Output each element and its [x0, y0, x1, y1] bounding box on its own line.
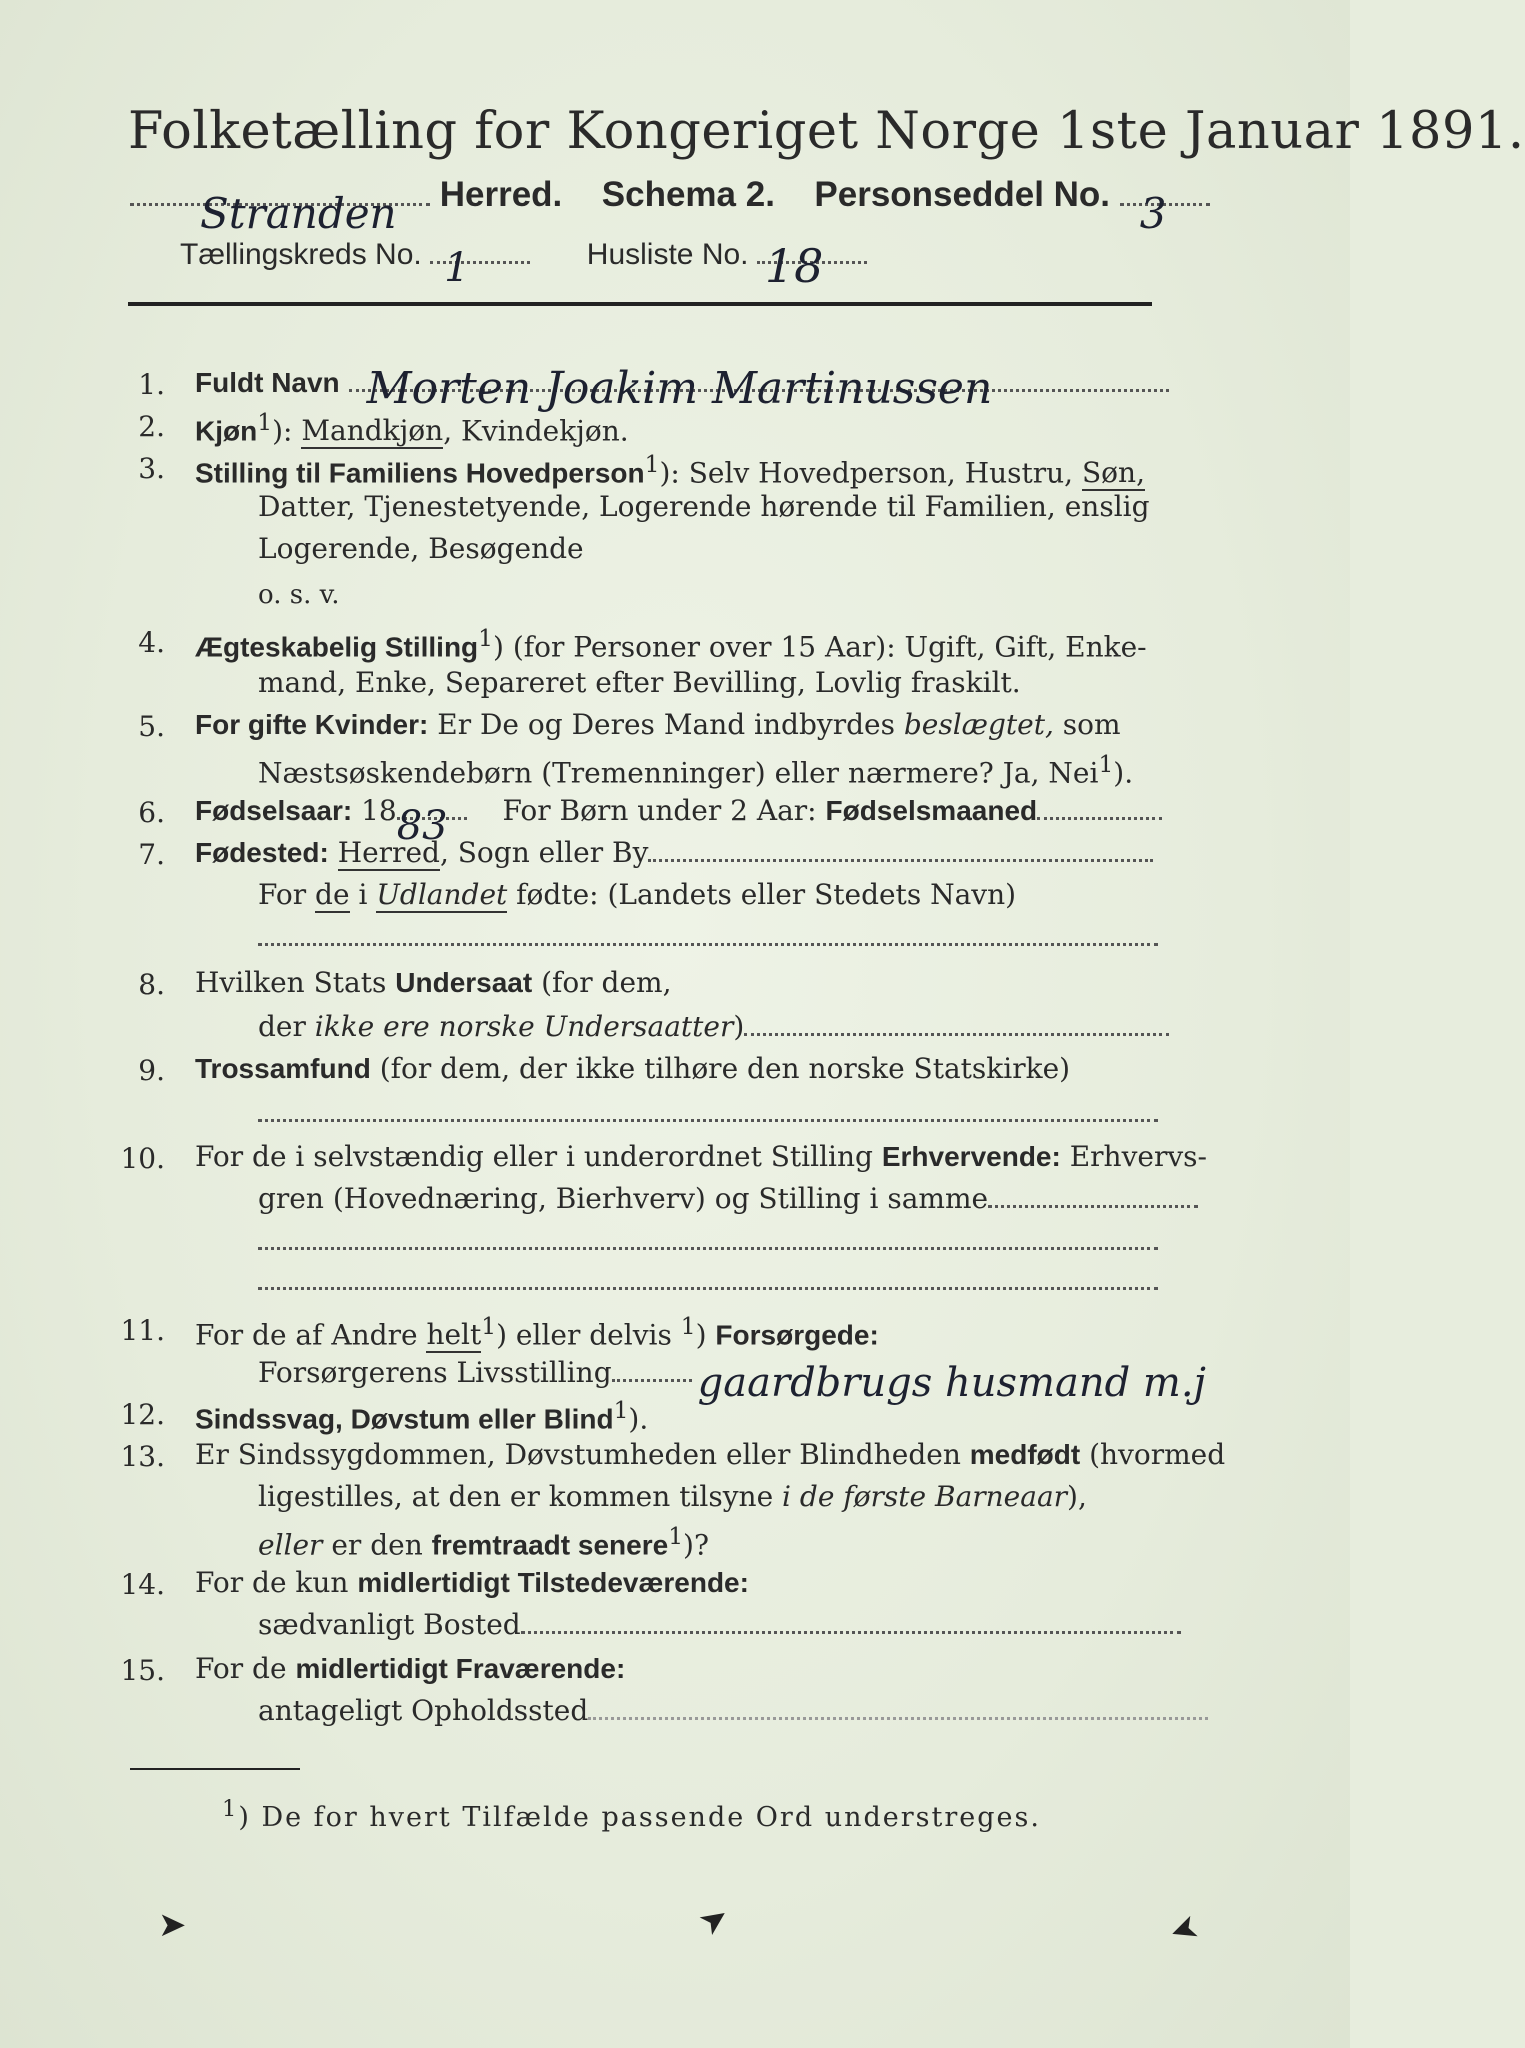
q10-field-3 — [258, 1287, 1158, 1290]
footnote-divider — [130, 1768, 300, 1770]
q2-text-a: ): — [272, 414, 302, 448]
q14-line2-text: sædvanligt Bosted — [258, 1608, 521, 1641]
q11-line-1 — [195, 1312, 879, 1351]
q6-month-field — [1037, 817, 1162, 820]
personseddel-label: Personseddel No. — [814, 175, 1111, 214]
q7-line2-b: i — [349, 878, 377, 911]
footnote — [222, 1796, 1041, 1833]
header-line-1 — [130, 175, 1210, 238]
q8-line2-italic: ikke ere norske Undersaatter — [314, 1010, 734, 1043]
q5-line1-b: som — [1053, 708, 1121, 741]
form-title: Folketælling for Kongeriget Norge 1ste Januar 1891. — [128, 102, 1525, 161]
q7-line2-a: For — [258, 878, 316, 911]
q8-line1-b: (for dem, — [532, 966, 672, 999]
q9-label: Trossamfund — [195, 1053, 371, 1084]
q10-line-3 — [258, 1224, 1158, 1257]
q8-field — [744, 1033, 1169, 1036]
q14-line-2 — [258, 1608, 1181, 1641]
q6-value: 83 — [396, 803, 448, 849]
q3-line-3: Logerende, Besøgende — [258, 532, 584, 565]
q13-number: 13. — [120, 1440, 165, 1473]
q13-line3-b: )? — [683, 1528, 709, 1562]
q11-field-lead — [612, 1379, 692, 1382]
corner-mark-right: ➤ — [1164, 1906, 1205, 1954]
q11-line1-b: ) eller delvis — [496, 1318, 681, 1352]
q10-field-1 — [988, 1205, 1198, 1208]
q2-selected-option: Mandkjøn — [301, 414, 444, 448]
q8-line1-a: Hvilken Stats — [195, 966, 396, 999]
q13-line2-italic: i de første Barneaar — [782, 1480, 1068, 1513]
q14-field — [521, 1631, 1181, 1634]
herred-field — [130, 189, 430, 238]
q10-line1-a: For de i selvstændig eller i underordnet Stilling — [195, 1140, 882, 1173]
q15-line1-bold: midlertidigt Fraværende: — [295, 1653, 626, 1684]
q5-label-b: gifte Kvinder: — [247, 709, 429, 740]
q7-line2-italic: Udlandet — [376, 878, 508, 911]
q3-label: Stilling til Familiens Hovedperson — [195, 457, 645, 489]
q10-line-2 — [258, 1182, 1198, 1215]
husliste-field — [757, 239, 867, 293]
q15-line-2 — [258, 1694, 1208, 1727]
corner-mark-left: ➤ — [158, 1905, 187, 1945]
q11-line1-a: For de af Andre — [195, 1318, 427, 1352]
q2-sup: 1 — [257, 408, 273, 436]
q1-value: Morten Joakim Martinussen — [366, 363, 993, 414]
q3-number: 3. — [138, 452, 165, 485]
q6-text: For Børn under 2 Aar: — [502, 794, 826, 827]
q3-line-2: Datter, Tjenestetyende, Logerende hørende til Familien, enslig — [258, 490, 1150, 523]
q9-text: (for dem, der ikke tilhøre den norske Statskirke) — [370, 1052, 1071, 1085]
q13-line3-italic: eller — [258, 1528, 323, 1562]
q13-line1-b: (hvormed — [1080, 1438, 1226, 1471]
q7-label: Fødested: — [195, 837, 329, 868]
q5-line-1 — [195, 708, 1121, 741]
q13-line3-a: er den — [322, 1528, 432, 1562]
q5-sup: 1 — [1098, 750, 1114, 778]
q11-selected-option: helt — [426, 1318, 482, 1352]
q12-label: Sindssvag, Døvstum eller Blind — [195, 1403, 614, 1435]
header-line-2 — [180, 238, 867, 293]
q13-line-1 — [195, 1438, 1225, 1471]
q3-line-4: o. s. v. — [258, 580, 340, 610]
q11-line1-bold: Forsørgede: — [715, 1319, 879, 1351]
q3-line1-text: ): Selv Hovedperson, Hustru, — [659, 456, 1082, 490]
q9-line-2 — [258, 1096, 1158, 1129]
q10-line-4 — [258, 1264, 1158, 1297]
q6-label2: Fødselsmaaned — [825, 795, 1038, 826]
personseddel-field — [1120, 189, 1210, 238]
q5-line1-a: Er De og Deres Mand indbyrdes — [428, 708, 904, 741]
q15-number: 15. — [120, 1654, 165, 1687]
q3-selected-option: Søn, — [1082, 456, 1145, 490]
q10-field-2 — [258, 1247, 1158, 1250]
q7-line-1 — [195, 836, 1153, 869]
q4-line-1 — [195, 624, 1147, 663]
q7-field — [648, 859, 1153, 862]
q6-field — [396, 803, 467, 849]
q12-number: 12. — [120, 1398, 165, 1431]
herred-value: Stranden — [200, 189, 397, 238]
footnote-text: ) De for hvert Tilfælde passende Ord understreges. — [238, 1802, 1041, 1833]
q13-line2-a: ligestilles, at den er kommen tilsyne — [258, 1480, 783, 1513]
q2-text-b: , Kvindekjøn. — [443, 414, 629, 448]
q1-label: Fuldt Navn — [195, 367, 340, 398]
q15-line2-text: antageligt Opholdssted — [258, 1694, 589, 1727]
husliste-value: 18 — [764, 239, 824, 293]
q4-sup: 1 — [478, 624, 494, 652]
q7-text: , Sogn eller By — [439, 836, 649, 869]
q10-number: 10. — [120, 1142, 165, 1175]
q5-line2-text: Næstsøskendebørn (Tremenninger) eller nærmere? Ja, Nei — [258, 756, 1099, 790]
q7-line-3 — [258, 920, 1158, 953]
q12-end: ). — [628, 1402, 649, 1436]
q8-line1-bold: Undersaat — [395, 967, 533, 998]
q9-number: 9. — [138, 1054, 165, 1087]
q12-row — [195, 1396, 648, 1435]
q7-foreign-field — [258, 943, 1158, 946]
q4-number: 4. — [138, 626, 165, 659]
q11-sup: 1 — [481, 1312, 497, 1340]
q5-number: 5. — [138, 710, 165, 743]
q8-line-1 — [195, 966, 671, 999]
q7-number: 7. — [138, 838, 165, 871]
q6-row — [195, 794, 1162, 849]
footnote-sup: 1 — [222, 1796, 239, 1822]
q11-number: 11. — [120, 1314, 165, 1347]
q3-line-1 — [195, 450, 1145, 489]
q1-row — [195, 363, 1169, 414]
taellingskreds-label: Tællingskreds No. — [180, 238, 422, 271]
schema-label: Schema 2. — [601, 175, 775, 214]
q7-line-2 — [258, 878, 1016, 911]
q10-line1-bold: Erhvervende: — [881, 1141, 1061, 1172]
q10-line-1 — [195, 1140, 1207, 1173]
q13-line2-b: ), — [1067, 1480, 1087, 1513]
q14-line1-bold: midlertidigt Tilstedeværende: — [357, 1567, 749, 1598]
q9-field — [258, 1119, 1158, 1122]
q5-line1-italic: beslægtet, — [903, 708, 1054, 741]
header-divider — [128, 302, 1152, 306]
q12-sup: 1 — [613, 1396, 629, 1424]
q7-selected-option: Herred — [337, 836, 440, 869]
q8-line2-b: ) — [733, 1010, 745, 1043]
q15-field — [588, 1717, 1208, 1720]
q15-line1-a: For de — [195, 1652, 296, 1685]
personseddel-value: 3 — [1139, 189, 1167, 238]
q13-sup: 1 — [668, 1522, 684, 1550]
q8-line-2 — [258, 1010, 1169, 1043]
q8-line2-a: der — [258, 1010, 315, 1043]
q5-line-2 — [258, 750, 1133, 789]
q13-line-3 — [258, 1522, 709, 1561]
q11-line2-text: Forsørgerens Livsstilling — [258, 1356, 612, 1389]
q8-number: 8. — [138, 968, 165, 1001]
q6-label: Fødselsaar: — [195, 795, 353, 826]
q13-line1-bold: medfødt — [969, 1439, 1081, 1470]
q4-line-2: mand, Enke, Separeret efter Bevilling, Lovlig fraskilt. — [258, 666, 1021, 699]
q2-number: 2. — [138, 410, 165, 443]
q10-line1-b: Erhvervs- — [1060, 1140, 1208, 1173]
husliste-label: Husliste No. — [586, 238, 749, 271]
corner-mark-center: ➤ — [691, 1895, 738, 1945]
q10-line2-text: gren (Hovednæring, Bierhverv) og Stilling i samme — [258, 1182, 989, 1215]
q4-label: Ægteskabelig Stilling — [195, 631, 479, 663]
q2-row — [195, 408, 629, 447]
q5-label-a: For — [195, 709, 248, 740]
q15-line-1 — [195, 1652, 625, 1685]
q7-line2-selected: de — [315, 878, 350, 911]
herred-label: Herred. — [439, 175, 563, 214]
q14-line-1 — [195, 1566, 749, 1599]
taellingskreds-value: 1 — [444, 245, 470, 291]
q2-label: Kjøn — [195, 415, 258, 447]
q11-sup-2: 1 — [680, 1312, 696, 1340]
q13-line-2 — [258, 1480, 1087, 1513]
q1-number: 1. — [138, 368, 165, 401]
q6-number: 6. — [138, 796, 165, 829]
q11-line-2 — [258, 1356, 1252, 1406]
q6-prefix: 18 — [352, 794, 397, 827]
q13-line3-bold: fremtraadt senere — [431, 1529, 669, 1561]
q14-line1-a: For de kun — [195, 1566, 358, 1599]
q5-line2-end: ). — [1113, 756, 1134, 790]
taellingskreds-field — [430, 245, 530, 291]
q11-value: gaardbrugs husmand m.j — [697, 1360, 1206, 1406]
q4-line1-text: ) (for Personer over 15 Aar): Ugift, Gift, Enke- — [493, 630, 1147, 664]
q7-line2-c: fødte: (Landets eller Stedets Navn) — [507, 878, 1017, 911]
q1-field — [349, 363, 1169, 414]
q14-number: 14. — [120, 1568, 165, 1601]
q11-line1-c: ) — [695, 1318, 716, 1352]
q3-sup: 1 — [644, 450, 660, 478]
q9-line-1 — [195, 1052, 1070, 1085]
q13-line1-a: Er Sindssygdommen, Døvstumheden eller Blindheden — [195, 1438, 970, 1471]
